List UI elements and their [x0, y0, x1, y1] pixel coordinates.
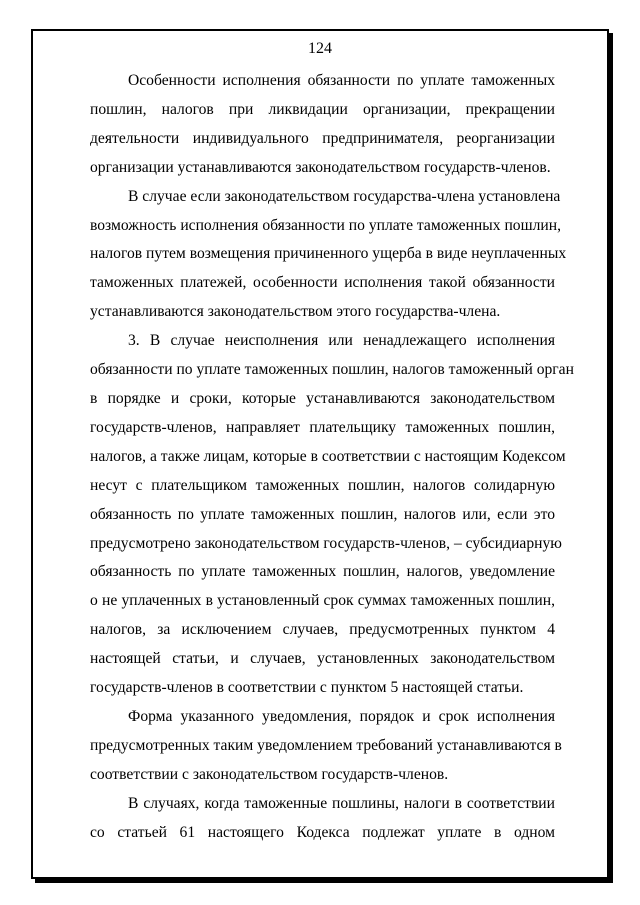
paragraph [90, 703, 562, 790]
paragraph [90, 790, 555, 848]
text-line: 3. В случае неисполнения или ненадлежащего исполнения [128, 332, 555, 350]
text-line: организации устанавливаются законодательством государств-членов. [90, 158, 551, 176]
text-line: В случаях, когда таможенные пошлины, налоги в соответствии [128, 794, 555, 812]
text-line: налогов, за исключением случаев, предусмотренных пунктом 4 [90, 621, 555, 639]
page-number: 124 [308, 40, 332, 57]
text-line: несут с плательщиком таможенных пошлин, налогов солидарную [90, 476, 555, 494]
text-line: Форма указанного уведомления, порядок и срок исполнения [128, 707, 555, 725]
text-line: налогов путем возмещения причиненного ущерба в виде неуплаченных [90, 245, 567, 263]
text-line: обязанность по уплате таможенных пошлин, налогов, уведомление [90, 563, 555, 581]
text-line: пошлин, налогов при ликвидации организации, прекращении [90, 100, 555, 118]
paragraph [90, 183, 567, 328]
text-line: В случае если законодательством государства-члена установлена [128, 187, 561, 205]
text-line: налогов, а также лицам, которые в соответствии с настоящим Кодексом [90, 447, 566, 465]
text-line: предусмотренных таким уведомлением требований устанавливаются в [90, 736, 562, 754]
paragraph [90, 67, 555, 183]
text-line: возможность исполнения обязанности по уплате таможенных пошлин, [90, 216, 561, 234]
text-line: таможенных платежей, особенности исполнения такой обязанности [90, 274, 555, 292]
text-line: со статьей 61 настоящего Кодекса подлежат уплате в одном [90, 823, 555, 841]
text-line: государств-членов, направляет плательщику таможенных пошлин, [90, 418, 555, 436]
paragraph [90, 327, 574, 703]
text-line: деятельности индивидуального предпринимателя, реорганизации [90, 129, 555, 147]
text-line: в порядке и сроки, которые устанавливаются законодательством [90, 389, 555, 407]
text-line: устанавливаются законодательством этого государства-члена. [90, 303, 501, 321]
text-line: настоящей статьи, и случаев, установленных законодательством [90, 650, 555, 668]
text-line: соответствии с законодательством государств-членов. [90, 765, 449, 783]
text-line: Особенности исполнения обязанности по уплате таможенных [128, 72, 555, 89]
text-line: о не уплаченных в установленный срок суммах таможенных пошлин, [90, 592, 555, 610]
text-line: предусмотрено законодательством государств-членов, – субсидиарную [90, 534, 562, 552]
text-line: обязанности по уплате таможенных пошлин, налогов таможенный орган [90, 361, 574, 379]
text-line: обязанность по уплате таможенных пошлин, налогов или, если это [90, 505, 555, 523]
text-line: государств-членов в соответствии с пунктом 5 настоящей статьи. [90, 679, 524, 697]
document-body [90, 67, 574, 847]
document-page [31, 29, 609, 879]
